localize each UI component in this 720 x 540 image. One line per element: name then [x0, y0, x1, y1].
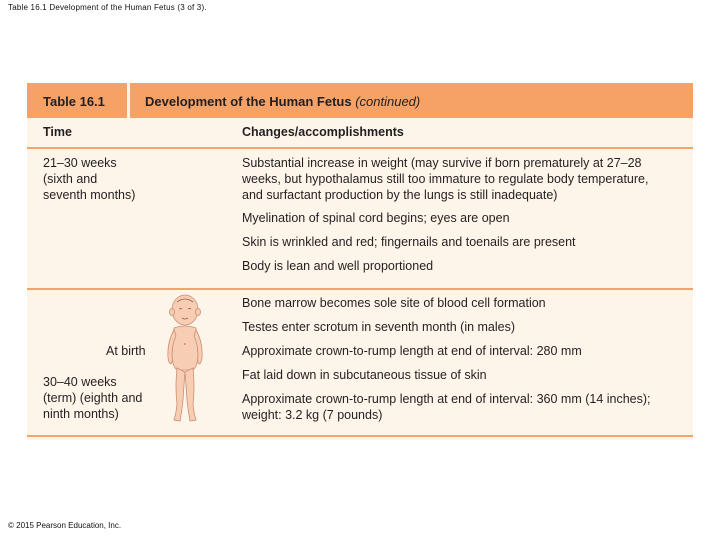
change-line: Approximate crown-to-rump length at end of interval: 360 mm (14 inches);: [242, 392, 651, 406]
copyright-footer: © 2015 Pearson Education, Inc.: [8, 521, 122, 530]
change-line: weeks, but hypothalamus still too immature to regulate body temperature,: [242, 172, 649, 186]
section2-change-2: [242, 319, 682, 335]
fetus-development-table: [27, 83, 693, 440]
section1-change-2: [242, 210, 682, 226]
section1-time-line3: seventh months): [43, 188, 136, 202]
column-header-changes: Changes/accomplishments: [242, 125, 404, 139]
section1-change-1: [242, 155, 682, 203]
table-title-suffix: (continued): [355, 94, 421, 109]
table-number: Table 16.1: [27, 83, 143, 118]
section1-change-3: [242, 234, 682, 250]
section1-time: [43, 155, 173, 203]
table-title: [145, 83, 420, 120]
section2-time: [43, 374, 173, 422]
section2-change-5: [242, 391, 682, 423]
column-header-time: Time: [43, 125, 72, 139]
section2-time-line2: (term) (eighth and: [43, 391, 143, 405]
change-line: and surfactant production by the lungs is still inadequate): [242, 188, 558, 202]
change-line: Testes enter scrotum in seventh month (in males): [242, 320, 516, 334]
section2-change-3: [242, 343, 682, 359]
table-bottom-rule: [27, 435, 693, 437]
newborn-illustration: [160, 292, 210, 427]
change-line: Approximate crown-to-rump length at end of interval: 280 mm: [242, 344, 582, 358]
change-line: Fat laid down in subcutaneous tissue of skin: [242, 368, 487, 382]
section2-time-line3: ninth months): [43, 407, 119, 421]
table-title-main: Development of the Human Fetus: [145, 94, 352, 109]
at-birth-label: At birth: [106, 344, 146, 358]
change-line: weight: 3.2 kg (7 pounds): [242, 408, 383, 422]
section1-time-line2: (sixth and: [43, 172, 98, 186]
table-banner: [27, 83, 693, 118]
banner-divider: [127, 83, 130, 118]
change-line: Substantial increase in weight (may survive if born prematurely at 27–28: [242, 156, 642, 170]
change-line: Myelination of spinal cord begins; eyes are open: [242, 211, 510, 225]
change-line: Skin is wrinkled and red; fingernails and toenails are present: [242, 235, 576, 249]
slide-title: Table 16.1 Development of the Human Fetus (3 of 3).: [8, 3, 207, 12]
section1-change-4: [242, 258, 682, 274]
section2-time-line1: 30–40 weeks: [43, 375, 117, 389]
header-rule: [27, 147, 693, 149]
change-line: Body is lean and well proportioned: [242, 259, 434, 273]
section2-change-1: [242, 295, 682, 311]
section-rule: [27, 288, 693, 290]
section1-time-line1: 21–30 weeks: [43, 156, 117, 170]
change-line: Bone marrow becomes sole site of blood cell formation: [242, 296, 546, 310]
section2-change-4: [242, 367, 682, 383]
